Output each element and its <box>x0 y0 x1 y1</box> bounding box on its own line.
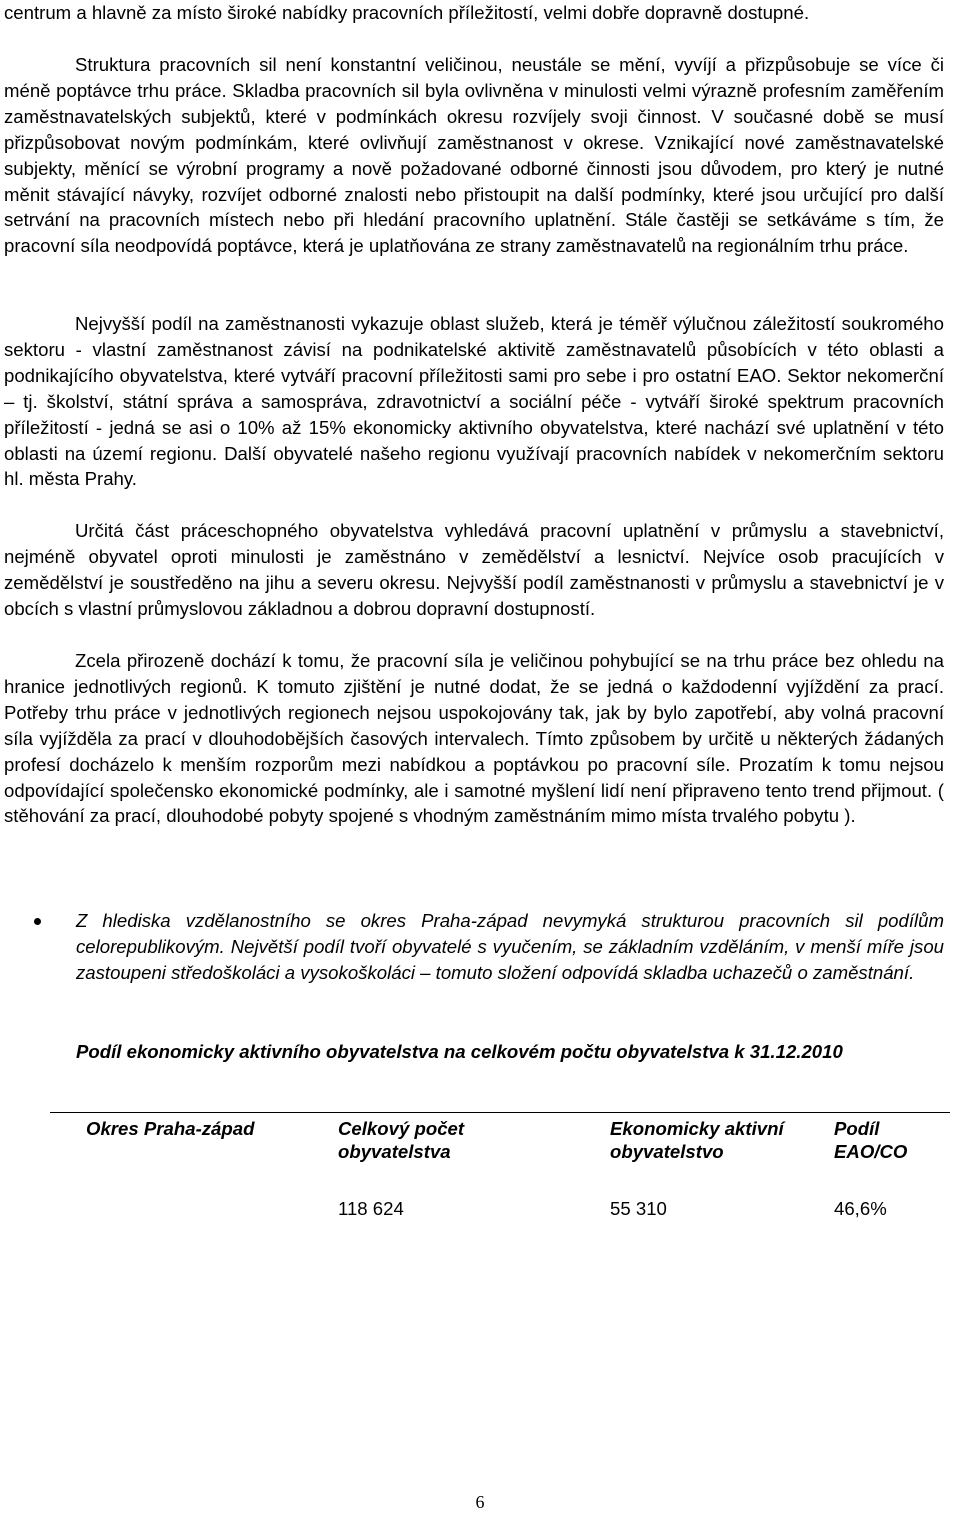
table-row <box>50 1195 950 1224</box>
table-title: Podíl ekonomicky aktivního obyvatelstva na celkovém počtu obyvatelstva k 31.12.2010 <box>76 1041 843 1062</box>
bullet-dot-icon <box>34 918 41 925</box>
paragraph-intro-continuation: centrum a hlavně za místo široké nabídky pracovních příležitostí, velmi dobře dopravně dostupné. <box>4 2 810 23</box>
paragraph-commuting: Zcela přirozeně dochází k tomu, že pracovní síla je veličinou pohybující se na trhu práce bez ohledu na hranice jednotlivých regionů. K tomuto zjištění je nutné dodat, že se jedná o každodenní vyjíždění za prací. Potřeby trhu práce v jednotlivých regionech nejsou uspokojovány tak, jak by bylo zapotřebí, aby volná pracovní síla vyjížděla za prací v dlouhodobějších časových intervalech. Tímto způsobem by určitě u některých žádaných profesí docházelo k menším rozporům mezi nabídkou a poptávkou po pracovní síle. Prozatím k tomu nejsou odpovídající společensko ekonomické podmínky, ale i samotné myšlení lidí není připraveno tento trend přijmout. ( stěhování za prací, dlouhodobé pobyty spojené s vhodným zaměstnáním mimo místa trvalého pobytu ). <box>4 650 944 827</box>
header-total-population: Celkový počet obyvatelstva <box>302 1113 574 1196</box>
page-number: 6 <box>475 1492 485 1512</box>
header-share: Podíl EAO/CO <box>798 1113 950 1196</box>
cell-total-population: 118 624 <box>338 1198 404 1219</box>
header-active-population: Ekonomicky aktivní obyvatelstvo <box>574 1113 798 1196</box>
cell-district <box>50 1195 302 1224</box>
cell-share: 46,6% <box>834 1198 887 1219</box>
paragraph-industry: Určitá část práceschopného obyvatelstva vyhledává pracovní uplatnění v průmyslu a stavebnictví, nejméně obyvatel oproti minulosti je zaměstnáno v zemědělství a lesnictví. Nejvíce osob pracujících v zemědělství je soustředěno na jihu a severu okresu. Nejvyšší podíl zaměstnanosti v průmyslu a stavebnictví je v obcích s vlastní průmyslovou základnou a dobrou dopravní dostupností. <box>4 520 944 619</box>
cell-active-population: 55 310 <box>610 1198 667 1219</box>
paragraph-services-sector: Nejvyšší podíl na zaměstnanosti vykazuje oblast služeb, která je téměř výlučnou záležitostí soukromého sektoru - vlastní zaměstnanost závisí na podnikatelské aktivitě zaměstnavatelů působících v této oblasti a podnikajícího obyvatelstva, které vytváří pracovní příležitosti sami pro sebe i pro ostatní EAO. Sektor nekomerční – tj. školství, státní správa a samospráva, zdravotnictví a sociální péče - vytváří široké spektrum pracovních příležitostí - jedná se asi o 10% až 15% ekonomicky aktivního obyvatelstva, které nachází své uplatnění v této oblasti na území regionu. Další obyvatelé našeho regionu využívají pracovních nabídek v nekomerčním sektoru hl. města Prahy. <box>4 313 944 490</box>
paragraph-labor-structure: Struktura pracovních sil není konstantní veličinou, neustále se mění, vyvíjí a přizpůsobuje se více či méně poptávce trhu práce. Skladba pracovních sil byla ovlivněna v minulosti velmi výrazně profesním zaměřením zaměstnavatelských subjektů, které v podmínkách okresu rozvíjely svoji činnost. V současné době se musí přizpůsobovat novým podmínkám, které ovlivňují zaměstnanost v okrese. Vznikající nové zaměstnavatelské subjekty, měnící se výrobní programy a nově požadované odborné činnosti jsou důvodem, pro který je nutné měnit stávající návyky, rozvíjet odborné znalosti nebo přistoupit na další podmínky, které jsou určující pro další setrvání na pracovních místech nebo při hledání pracovního uplatnění. Stále častěji se setkáváme s tím, že pracovní síla neodpovídá poptávce, která je uplatňována ze strany zaměstnavatelů na regionálním trhu práce. <box>4 54 944 257</box>
table-header-row <box>50 1113 950 1196</box>
header-district: Okres Praha-západ <box>50 1113 302 1196</box>
eao-table <box>50 1112 950 1224</box>
bullet-item-education <box>4 908 944 986</box>
bullet-text: Z hlediska vzdělanostního se okres Praha-západ nevymyká strukturou pracovních sil podílům celorepublikovým. Největší podíl tvoří obyvatelé s vyučením, se základním vzděláním, v menší míře jsou zastoupeni středoškoláci a vysokoškoláci – tomuto složení odpovídá skladba uchazečů o zaměstnání. <box>76 910 944 983</box>
